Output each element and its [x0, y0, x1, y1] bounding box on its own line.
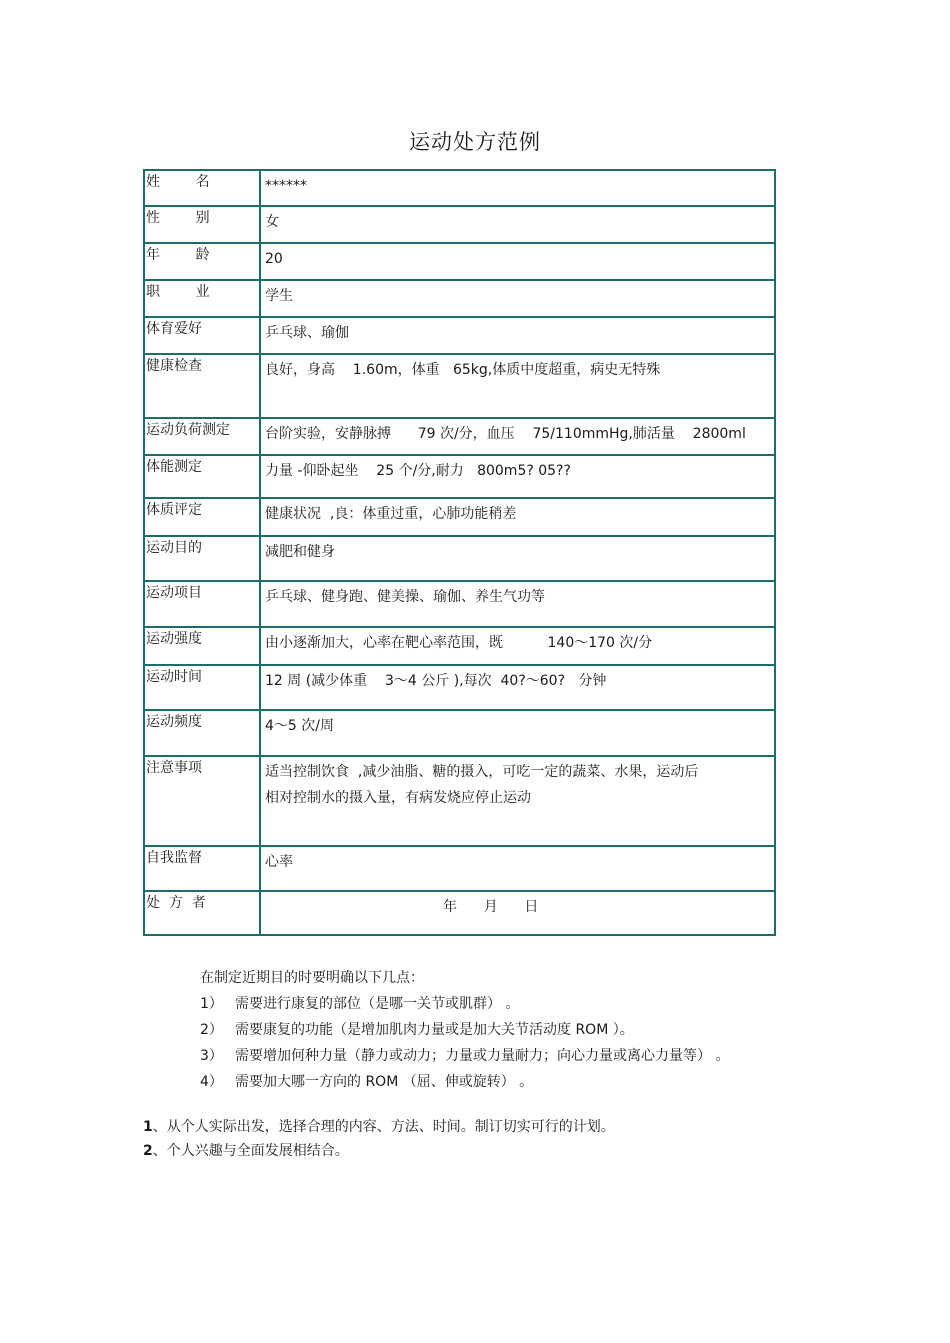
row-value — [263, 847, 774, 875]
row-label: 运动强度 — [145, 628, 261, 664]
row-label: 性 别 — [145, 207, 261, 242]
table-row — [143, 665, 776, 710]
table-row — [143, 891, 776, 936]
row-label: 体质评定 — [145, 499, 261, 535]
row-label: 运动项目 — [145, 582, 261, 626]
item-text: 需要进行康复的部位（是哪一关节或肌群） 。 — [235, 996, 520, 1012]
tip-text: 、个人兴趣与全面发展相结合。 — [152, 1143, 349, 1159]
row-value-line: 相对控制水的摄入量，有病发烧应停止运动 — [265, 790, 531, 806]
table-row — [143, 354, 776, 418]
row-value-line: 乒乓球、健身跑、健美操、瑜伽、养生气功等 — [265, 589, 545, 605]
row-value — [263, 355, 774, 383]
prescription-form — [143, 169, 776, 936]
table-row — [143, 627, 776, 665]
table-row — [143, 280, 776, 317]
item-text: 需要加大哪一方向的 ROM （屈、伸或旋转） 。 — [235, 1074, 534, 1090]
table-row — [143, 243, 776, 280]
table-row — [143, 418, 776, 455]
row-value-line: 健康状况 ,良：体重过重，心肺功能稍差 — [265, 506, 517, 522]
table-row — [143, 846, 776, 891]
item-number: 1） — [200, 996, 223, 1012]
tip-number: 2 — [143, 1143, 153, 1159]
table-row — [143, 206, 776, 243]
table-row — [143, 455, 776, 498]
row-value — [263, 628, 774, 656]
tip-item — [143, 1139, 615, 1163]
row-label: 注意事项 — [145, 757, 261, 845]
notes-section — [200, 965, 729, 1095]
item-number: 3） — [200, 1048, 223, 1064]
item-text: 需要增加何种力量（静力或动力；力量或力量耐力；向心力量或离心力量等） 。 — [235, 1048, 730, 1064]
table-row — [143, 756, 776, 846]
row-value-line: 力量 -仰卧起坐 25 个/分,耐力 800m5? 05?? — [265, 463, 571, 479]
list-item — [200, 1017, 729, 1043]
row-value — [263, 582, 774, 610]
tips-section — [143, 1115, 615, 1163]
row-value — [263, 318, 774, 346]
row-value-line: 减肥和健身 — [265, 544, 335, 560]
row-value-line: 乒乓球、瑜伽 — [265, 325, 349, 341]
row-value-line: 学生 — [265, 288, 293, 304]
table-row — [143, 317, 776, 354]
row-label: 职 业 — [145, 281, 261, 316]
row-value — [263, 207, 774, 235]
row-label: 年 龄 — [145, 244, 261, 279]
row-value-line: 20 — [265, 251, 283, 267]
row-value — [263, 499, 774, 527]
list-item — [200, 1069, 729, 1095]
row-label: 健康检查 — [145, 355, 261, 417]
row-value — [263, 244, 774, 272]
row-value — [263, 281, 774, 309]
row-value-line: 台阶实验，安静脉搏 79 次/分，血压 75/110mmHg,肺活量 2800ml — [265, 426, 746, 442]
row-label: 运动目的 — [145, 537, 261, 580]
tip-number: 1 — [143, 1119, 153, 1135]
table-row — [143, 710, 776, 756]
table-row — [143, 169, 776, 206]
row-value-line: 适当控制饮食 ,减少油脂、糖的摄入，可吃一定的蔬菜、水果，运动后 — [265, 764, 699, 780]
table-row — [143, 498, 776, 536]
row-label: 体育爱好 — [145, 318, 261, 353]
notes-intro: 在制定近期目的时要明确以下几点： — [200, 970, 424, 986]
row-label: 运动负荷测定 — [145, 419, 261, 454]
row-label: 姓 名 — [145, 171, 261, 205]
row-label: 体能测定 — [145, 456, 261, 497]
page-title: 运动处方范例 — [409, 130, 541, 154]
list-item — [200, 1043, 729, 1069]
row-label: 处 方 者 — [145, 892, 261, 934]
row-value — [263, 171, 774, 199]
row-value-line: ****** — [265, 178, 307, 194]
row-value — [263, 456, 774, 484]
row-value-line: 4～5 次/周 — [265, 718, 334, 734]
tip-text: 、从个人实际出发，选择合理的内容、方法、时间。制订切实可行的计划。 — [152, 1119, 615, 1135]
item-number: 4） — [200, 1074, 223, 1090]
row-value — [263, 892, 774, 920]
row-value — [263, 419, 774, 447]
row-value-line: 12 周 (减少体重 3～4 公斤 ),每次 40?～60? 分钟 — [265, 673, 607, 689]
row-label: 运动时间 — [145, 666, 261, 709]
table-row — [143, 581, 776, 627]
row-value-line: 由小逐渐加大，心率在靶心率范围，既 140～170 次/分 — [265, 635, 653, 651]
item-number: 2） — [200, 1022, 223, 1038]
row-value-line: 良好，身高 1.60m，体重 65kg,体质中度超重，病史无特殊 — [265, 362, 661, 378]
row-value-line: 心率 — [265, 854, 293, 870]
tip-item — [143, 1115, 615, 1139]
table-row — [143, 536, 776, 581]
row-label: 自我监督 — [145, 847, 261, 890]
item-text: 需要康复的功能（是增加肌肉力量或是加大关节活动度 ROM ）。 — [235, 1022, 634, 1038]
row-value — [263, 537, 774, 565]
list-item — [200, 991, 729, 1017]
row-value-line: 女 — [265, 214, 279, 230]
row-value — [263, 666, 774, 694]
row-value — [263, 711, 774, 739]
row-value — [263, 757, 774, 811]
row-label: 运动频度 — [145, 711, 261, 755]
row-value-line: 年 月 日 — [265, 899, 539, 915]
